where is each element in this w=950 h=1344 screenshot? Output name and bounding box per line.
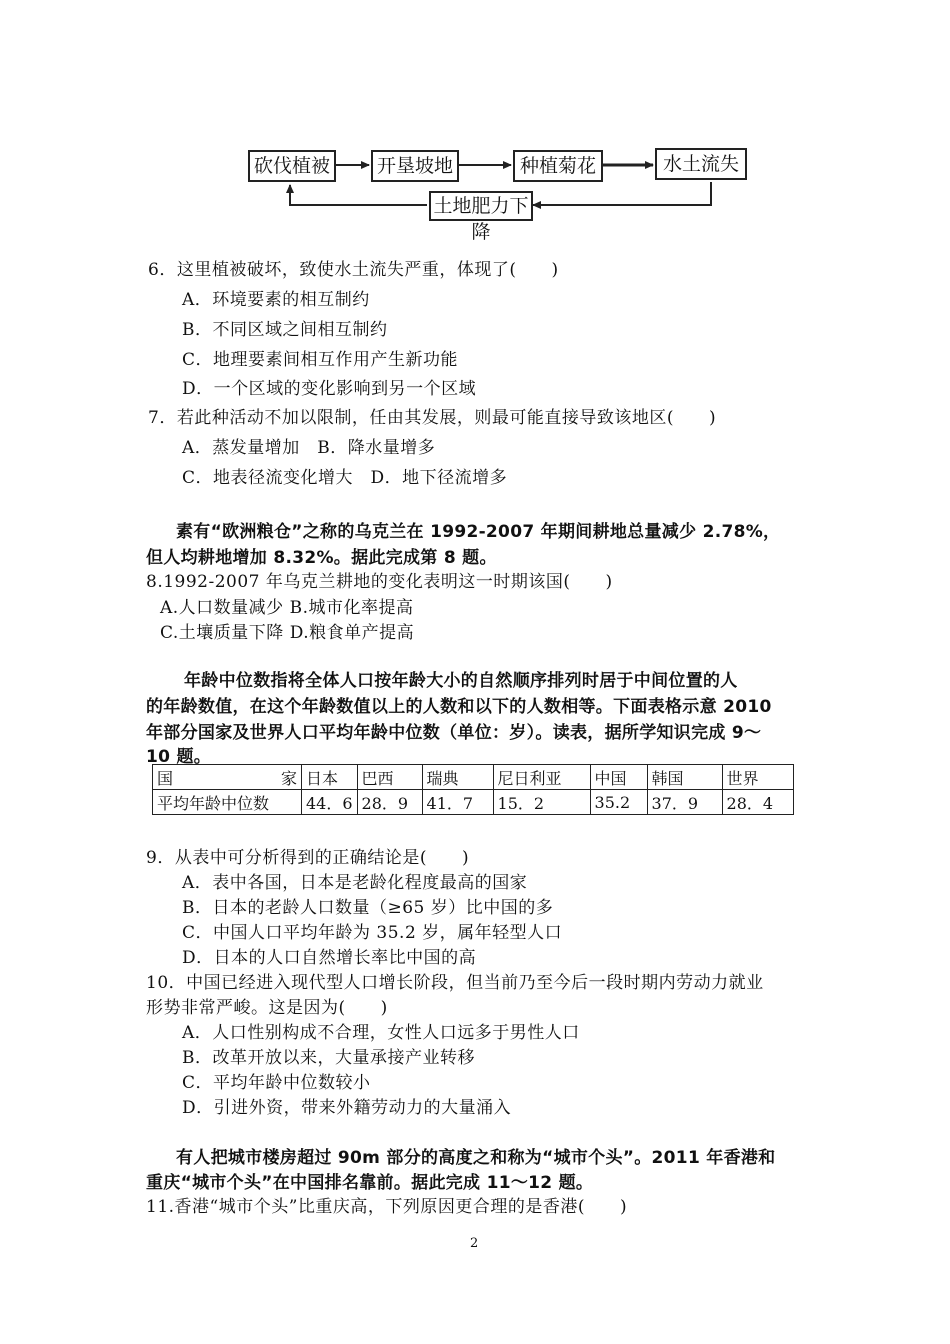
- age-median-table: [152, 764, 794, 815]
- intro-q11-line2: 重庆“城市个头”在中国排名靠前。据此完成 11～12 题。: [146, 1173, 594, 1193]
- flow-box-soil-erosion: 水土流失: [655, 148, 747, 180]
- table-country: 巴西: [357, 765, 422, 790]
- arrow-erosion-to-fertility: [533, 182, 711, 205]
- q10-option-b: B．改革开放以来，大量承接产业转移: [182, 1048, 475, 1068]
- q11-stem: 11.香港“城市个头”比重庆高，下列原因更合理的是香港( ): [146, 1197, 628, 1217]
- q8-options-cd: C.土壤质量下降 D.粮食单产提高: [160, 623, 415, 643]
- table-country: 瑞典: [422, 765, 493, 790]
- q10-option-c: C．平均年龄中位数较小: [182, 1073, 371, 1093]
- q8-stem: 8.1992-2007 年乌克兰耕地的变化表明这一时期该国( ): [146, 572, 613, 592]
- flowchart-arrows: [0, 0, 950, 260]
- table-value-row: [153, 790, 794, 815]
- table-country: 日本: [302, 765, 358, 790]
- q6-option-b: B．不同区域之间相互制约: [182, 320, 388, 340]
- q6-stem: 6．这里植被破坏，致使水土流失严重，体现了( ): [148, 260, 559, 280]
- q9-option-b: B．日本的老龄人口数量（≥65 岁）比中国的多: [182, 898, 554, 918]
- flow-box-plant-chrysanthemum: 种植菊花: [513, 150, 603, 182]
- table-row-label: 平均年龄中位数: [153, 790, 302, 815]
- flow-box-reclaim-slope: 开垦坡地: [371, 150, 459, 182]
- q10-stem-line2: 形势非常严峻。这是因为( ): [146, 998, 388, 1018]
- table-value: 28．9: [357, 790, 422, 815]
- q6-option-a: A．环境要素的相互制约: [182, 290, 370, 310]
- q7-options-ab: A．蒸发量增加 B．降水量增多: [182, 438, 436, 458]
- intro-q9-line2: 的年龄数值，在这个年龄数值以上的人数和以下的人数相等。下面表格示意 2010: [146, 697, 772, 717]
- q8-options-ab: A.人口数量减少 B.城市化率提高: [160, 598, 414, 618]
- table-header-label: [153, 765, 302, 790]
- q9-option-a: A．表中各国，日本是老龄化程度最高的国家: [182, 873, 528, 893]
- table-header-label-left: 国: [157, 768, 174, 788]
- q6-option-d: D．一个区域的变化影响到另一个区域: [182, 379, 477, 399]
- q7-options-cd: C．地表径流变化增大 D．地下径流增多: [182, 468, 508, 488]
- flow-box-fertility-decline: 土地肥力下降: [429, 191, 533, 221]
- q6-option-c: C．地理要素间相互作用产生新功能: [182, 350, 459, 370]
- table-country: 中国: [590, 765, 647, 790]
- table-header-row: [153, 765, 794, 790]
- table-header-label-right: 家: [280, 768, 297, 788]
- table-value: 41．7: [422, 790, 493, 815]
- intro-q9-line1: 年龄中位数指将全体人口按年龄大小的自然顺序排列时居于中间位置的人: [184, 671, 738, 691]
- q9-option-d: D．日本的人口自然增长率比中国的高: [182, 948, 477, 968]
- table-country: 尼日利亚: [493, 765, 590, 790]
- page-number: 2: [470, 1236, 479, 1251]
- q10-stem-line1: 10．中国已经进入现代型人口增长阶段，但当前乃至今后一段时期内劳动力就业: [146, 973, 764, 993]
- table-country: 世界: [722, 765, 793, 790]
- intro-q8-line2: 但人均耕地增加 8.32%。据此完成第 8 题。: [146, 548, 497, 568]
- flow-box-cut-vegetation: 砍伐植被: [248, 150, 336, 182]
- arrow-fertility-to-cut: [290, 185, 427, 205]
- table-value: 35.2: [590, 790, 647, 815]
- intro-q9-line4: 10 题。: [146, 747, 212, 767]
- intro-q9-line3: 年部分国家及世界人口平均年龄中位数（单位：岁）。读表，据所学知识完成 9～: [146, 723, 762, 743]
- table-value: 37．9: [647, 790, 722, 815]
- table-value: 15．2: [493, 790, 590, 815]
- q9-stem: 9．从表中可分析得到的正确结论是( ): [146, 848, 470, 868]
- q9-option-c: C．中国人口平均年龄为 35.2 岁，属年轻型人口: [182, 923, 563, 943]
- table-value: 28．4: [722, 790, 793, 815]
- intro-q11-line1: 有人把城市楼房超过 90m 部分的高度之和称为“城市个头”。2011 年香港和: [176, 1148, 776, 1168]
- q10-option-a: A．人口性别构成不合理，女性人口远多于男性人口: [182, 1023, 580, 1043]
- q10-option-d: D．引进外资，带来外籍劳动力的大量涌入: [182, 1098, 512, 1118]
- q7-stem: 7．若此种活动不加以限制，任由其发展，则最可能直接导致该地区( ): [148, 408, 717, 428]
- table-country: 韩国: [647, 765, 722, 790]
- intro-q8-line1: 素有“欧洲粮仓”之称的乌克兰在 1992-2007 年期间耕地总量减少 2.78%，: [176, 522, 781, 542]
- table-value: 44．6: [302, 790, 358, 815]
